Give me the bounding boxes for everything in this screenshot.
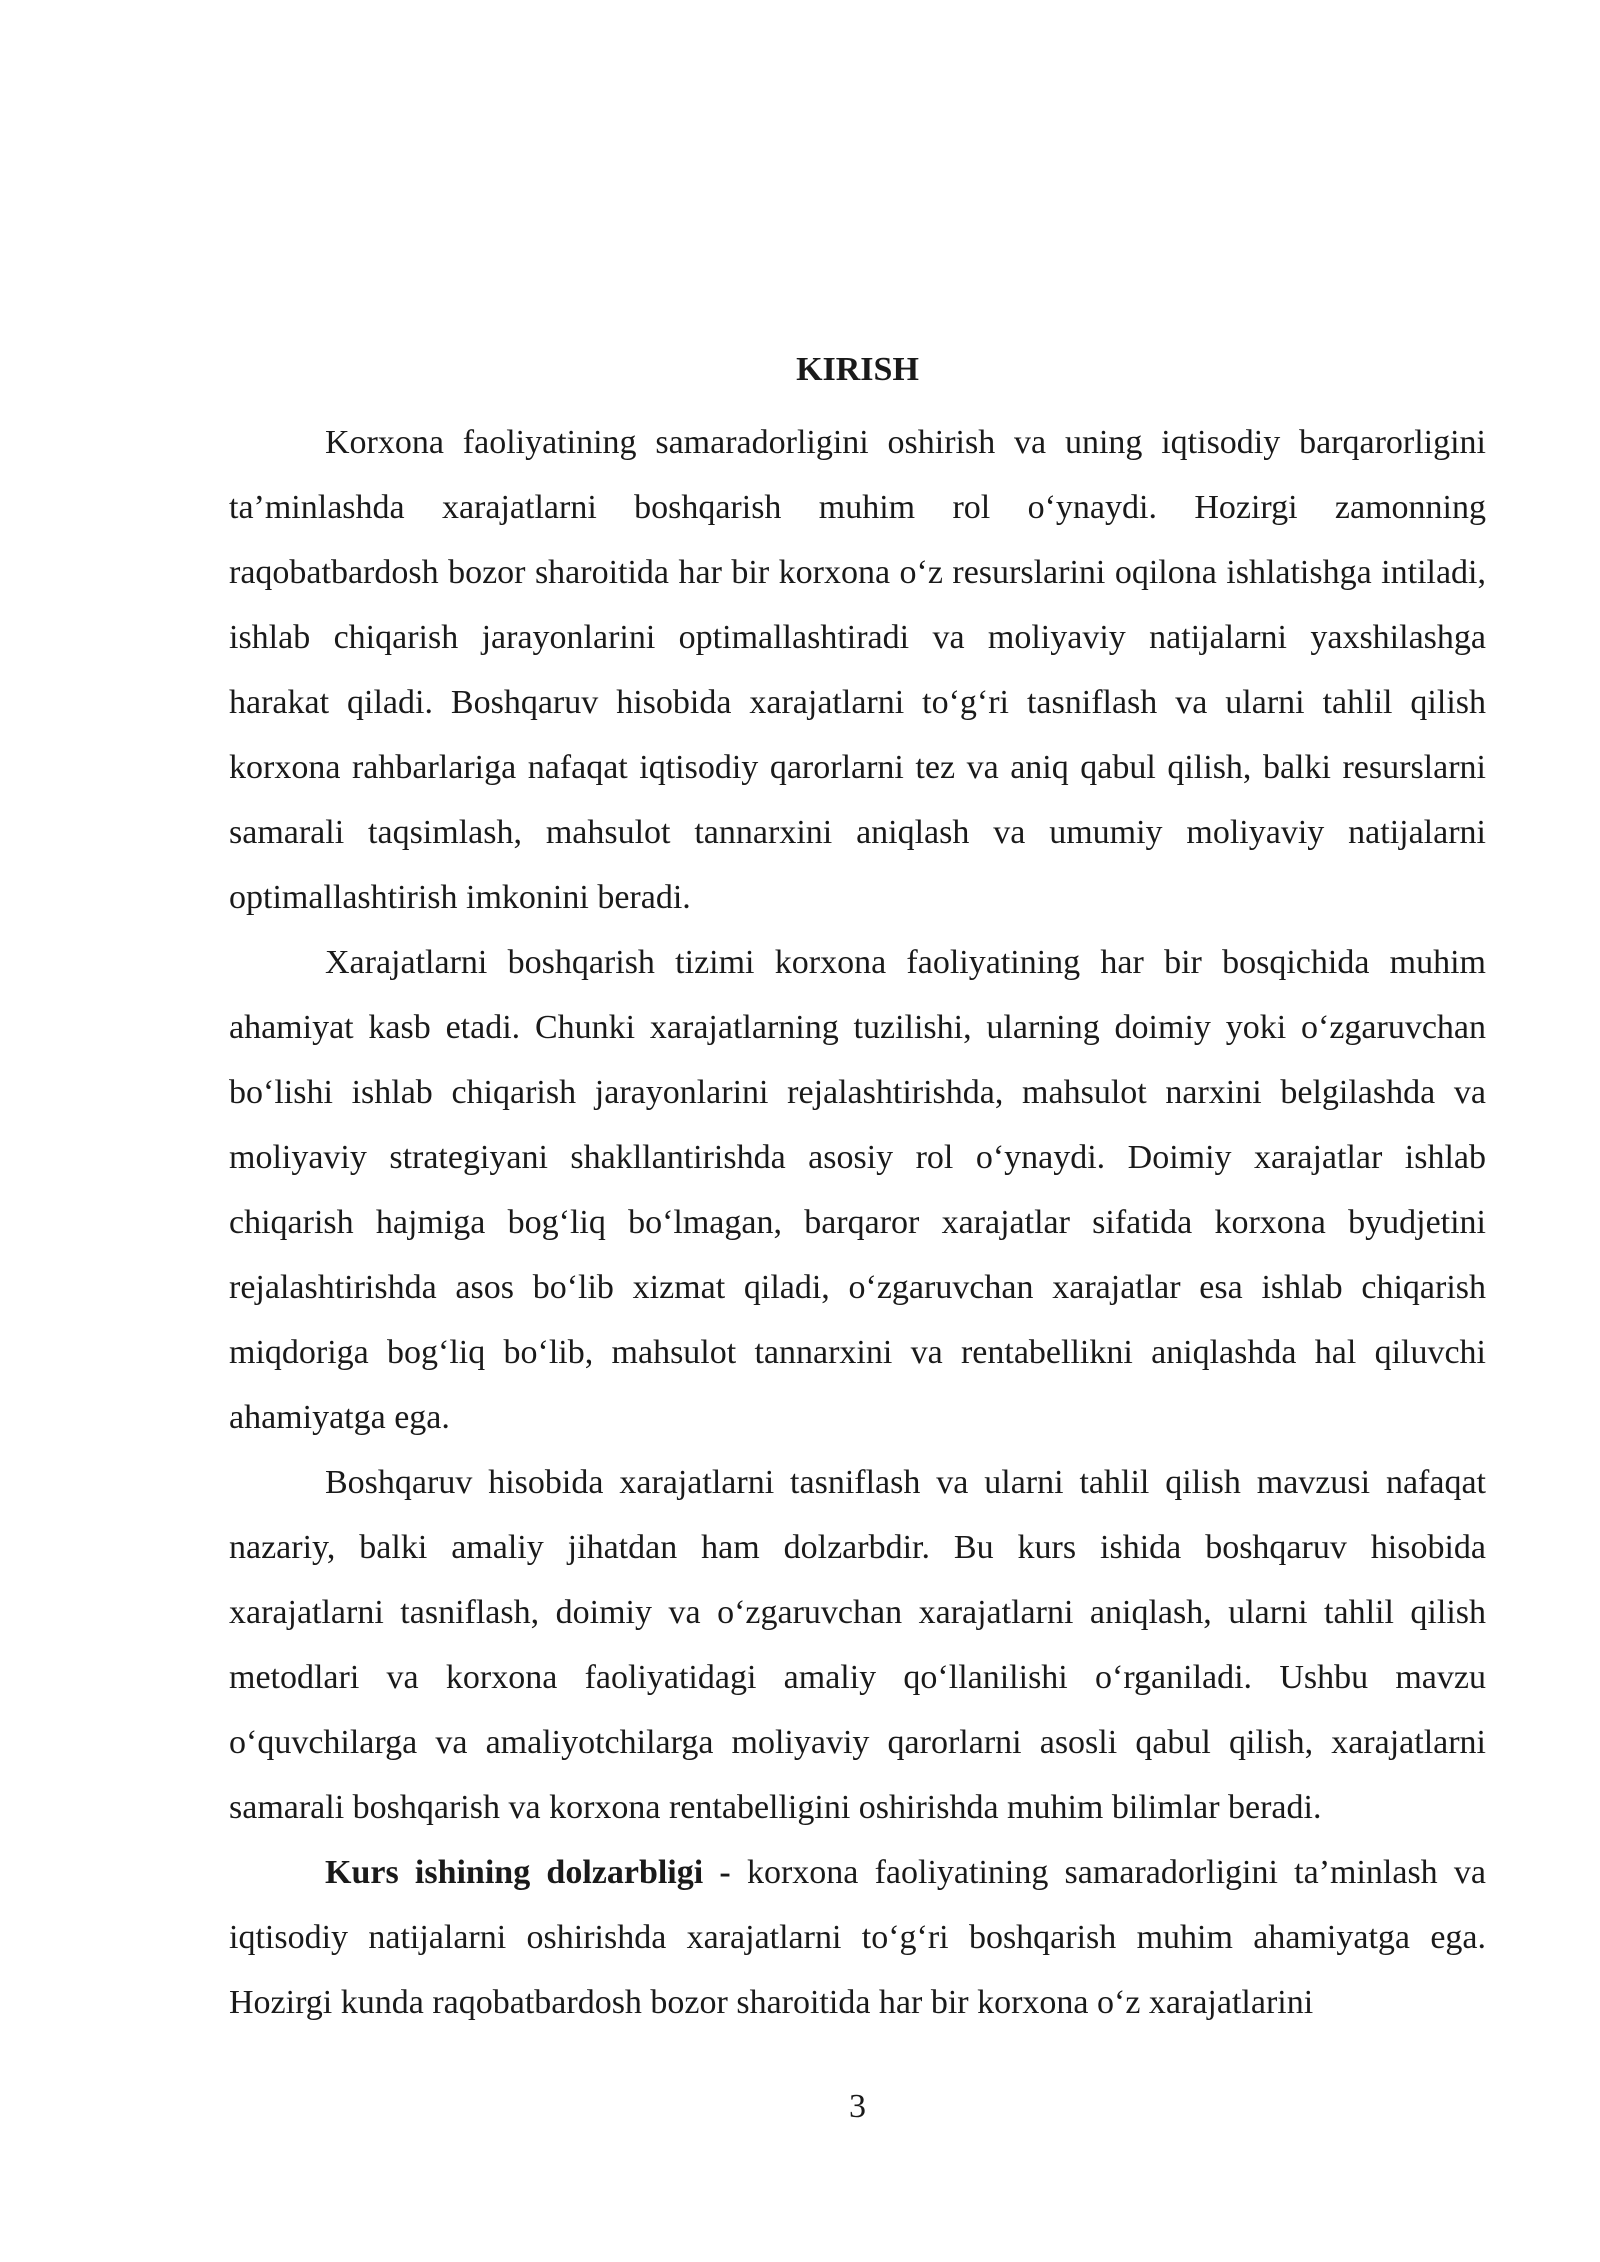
body-text <box>229 410 1486 2035</box>
paragraph-text: korxona faoliyatining samaradorligini ta’minlash va iqtisodiy natijalarni oshirishda xarajatlarni to‘g‘ri boshqarish muhim ahamiyatga ega. Hozirgi kunda raqobatbardosh bozor sharoitida har bir korxona o‘z xarajatlarini <box>229 1854 1486 2021</box>
paragraph-lead-heading: Kurs ishining dolzarbligi - <box>325 1854 731 1891</box>
section-title: KIRISH <box>796 351 919 388</box>
paragraph-2 <box>229 930 1486 1450</box>
paragraph-text: Xarajatlarni boshqarish tizimi korxona faoliyatining har bir bosqichida muhim ahamiyat kasb etadi. Chunki xarajatlarning tuzilishi, ularning doimiy yoki o‘zgaruvchan bo‘lishi ishlab chiqarish jarayonlarini rejalashtirishda, mahsulot narxini belgilashda va moliyaviy strategiyani shakllantirishda asosiy rol o‘ynaydi. Doimiy xarajatlar ishlab chiqarish hajmiga bog‘liq bo‘lmagan, barqaror xarajatlar sifatida korxona byudjetini rejalashtirishda asos bo‘lib xizmat qiladi, o‘zgaruvchan xarajatlar esa ishlab chiqarish miqdoriga bog‘liq bo‘lib, mahsulot tannarxini va rentabellikni aniqlashda hal qiluvchi ahamiyatga ega. <box>229 944 1486 1436</box>
paragraph-3 <box>229 1450 1486 1840</box>
paragraph-1 <box>229 410 1486 930</box>
paragraph-text: Boshqaruv hisobida xarajatlarni tasniflash va ularni tahlil qilish mavzusi nafaqat nazariy, balki amaliy jihatdan ham dolzarbdir. Bu kurs ishida boshqaruv hisobida xarajatlarni tasniflash, doimiy va o‘zgaruvchan xarajatlarni aniqlash, ularni tahlil qilish metodlari va korxona faoliyatidagi amaliy qo‘llanilishi o‘rganiladi. Ushbu mavzu o‘quvchilarga va amaliyotchilarga moliyaviy qarorlarni asosli qabul qilish, xarajatlarni samarali boshqarish va korxona rentabelligini oshirishda muhim bilimlar beradi. <box>229 1464 1486 1826</box>
paragraph-4 <box>229 1840 1486 2035</box>
page-number: 3 <box>849 2088 866 2125</box>
paragraph-text: Korxona faoliyatining samaradorligini oshirish va uning iqtisodiy barqarorligini ta’minlashda xarajatlarni boshqarish muhim rol o‘ynaydi. Hozirgi zamonning raqobatbardosh bozor sharoitida har bir korxona o‘z resurslarini oqilona ishlatishga intiladi, ishlab chiqarish jarayonlarini optimallashtiradi va moliyaviy natijalarni yaxshilashga harakat qiladi. Boshqaruv hisobida xarajatlarni to‘g‘ri tasniflash va ularni tahlil qilish korxona rahbarlariga nafaqat iqtisodiy qarorlarni tez va aniq qabul qilish, balki resurslarni samarali taqsimlash, mahsulot tannarxini aniqlash va umumiy moliyaviy natijalarni optimallashtirish imkonini beradi. <box>229 424 1486 916</box>
